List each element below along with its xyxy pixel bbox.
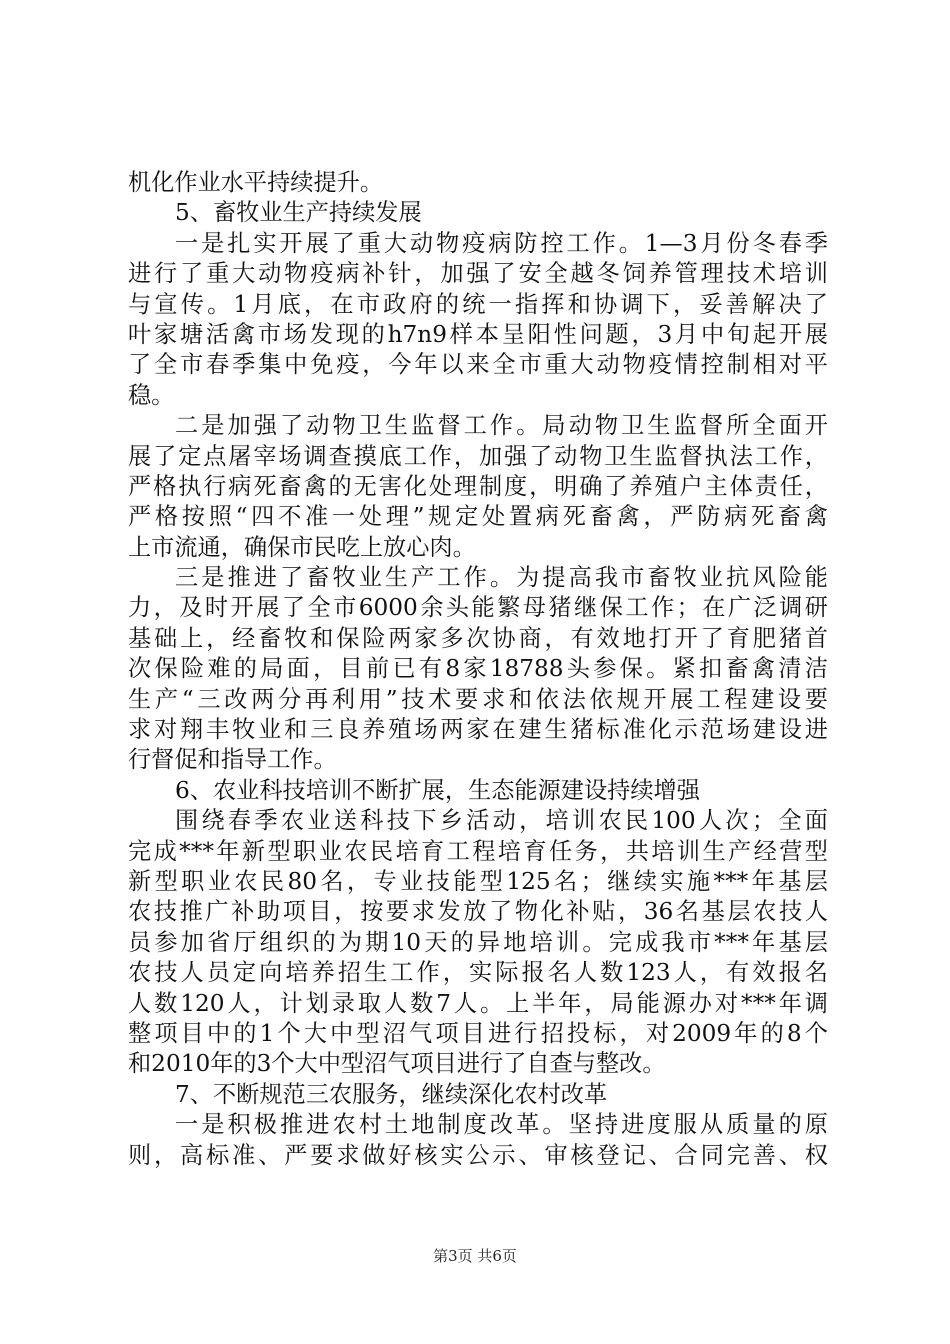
text-line: 与宣传。1月底，在市政府的统一指挥和协调下，妥善解决了 bbox=[128, 290, 828, 318]
text-line: 农技人员定向培养招生工作，实际报名人数123人，有效报名 bbox=[128, 959, 828, 987]
text-line: 求对翔丰牧业和三良养殖场两家在建生猪标准化示范场建设进 bbox=[128, 716, 828, 744]
text-line: 严格执行病死畜禽的无害化处理制度，明确了养殖户主体责任， bbox=[128, 472, 828, 500]
text-line: 二是加强了动物卫生监督工作。局动物卫生监督所全面开 bbox=[175, 412, 828, 440]
section-heading: 7、不断规范三农服务，继续深化农村改革 bbox=[175, 1080, 608, 1108]
text-line: 生产“三改两分再利用”技术要求和依法依规开展工程建设要 bbox=[128, 685, 828, 713]
section-heading: 5、畜牧业生产持续发展 bbox=[175, 199, 422, 227]
text-line: 行督促和指导工作。 bbox=[128, 746, 337, 774]
section-heading: 6、农业科技培训不断扩展，生态能源建设持续增强 bbox=[175, 776, 700, 804]
text-line: 则，高标准、严要求做好核实公示、审核登记、合同完善、权 bbox=[128, 1141, 828, 1169]
document-body bbox=[128, 168, 828, 1171]
text-line: 了全市春季集中免疫，今年以来全市重大动物疫情控制相对平 bbox=[128, 351, 828, 379]
text-line: 一是积极推进农村土地制度改革。坚持进度服从质量的原 bbox=[175, 1111, 828, 1139]
page-number-label: 第3页 共6页 bbox=[433, 1247, 517, 1265]
text-line: 完成***年新型职业农民培育工程培育任务，共培训生产经营型 bbox=[128, 837, 828, 865]
text-line: 严格按照“四不准一处理”规定处置病死畜禽，严防病死畜禽 bbox=[128, 503, 828, 531]
text-line: 农技推广补助项目，按要求发放了物化补贴，36名基层农技人 bbox=[128, 898, 828, 926]
text-line: 三是推进了畜牧业生产工作。为提高我市畜牧业抗风险能 bbox=[175, 564, 828, 592]
text-line: 基础上，经畜牧和保险两家多次协商，有效地打开了育肥猪首 bbox=[128, 624, 828, 652]
text-line: 新型职业农民80名，专业技能型125名；继续实施***年基层 bbox=[128, 867, 828, 895]
page-footer bbox=[0, 1246, 950, 1266]
text-line: 员参加省厅组织的为期10天的异地培训。完成我市***年基层 bbox=[128, 928, 828, 956]
text-line: 力，及时开展了全市6000余头能繁母猪继保工作；在广泛调研 bbox=[128, 594, 828, 622]
text-line: 整项目中的1个大中型沼气项目进行招投标，对2009年的8个 bbox=[128, 1019, 828, 1047]
text-line: 稳。 bbox=[128, 381, 175, 409]
text-line: 一是扎实开展了重大动物疫病防控工作。1—3月份冬春季 bbox=[175, 229, 828, 257]
text-line: 上市流通，确保市民吃上放心肉。 bbox=[128, 533, 476, 561]
text-line: 人数120人，计划录取人数7人。上半年，局能源办对***年调 bbox=[128, 989, 828, 1017]
text-line: 围绕春季农业送科技下乡活动，培训农民100人次；全面 bbox=[175, 807, 828, 835]
text-line: 和2010年的3个大中型沼气项目进行了自查与整改。 bbox=[128, 1050, 666, 1078]
text-line: 次保险难的局面，目前已有8家18788头参保。紧扣畜禽清洁 bbox=[128, 655, 828, 683]
text-line: 叶家塘活禽市场发现的h7n9样本呈阳性问题，3月中旬起开展 bbox=[128, 320, 828, 348]
text-line: 机化作业水平持续提升。 bbox=[128, 169, 384, 196]
text-line: 进行了重大动物疫病补针，加强了安全越冬饲养管理技术培训 bbox=[128, 260, 828, 288]
text-line: 展了定点屠宰场调查摸底工作，加强了动物卫生监督执法工作， bbox=[128, 442, 828, 470]
